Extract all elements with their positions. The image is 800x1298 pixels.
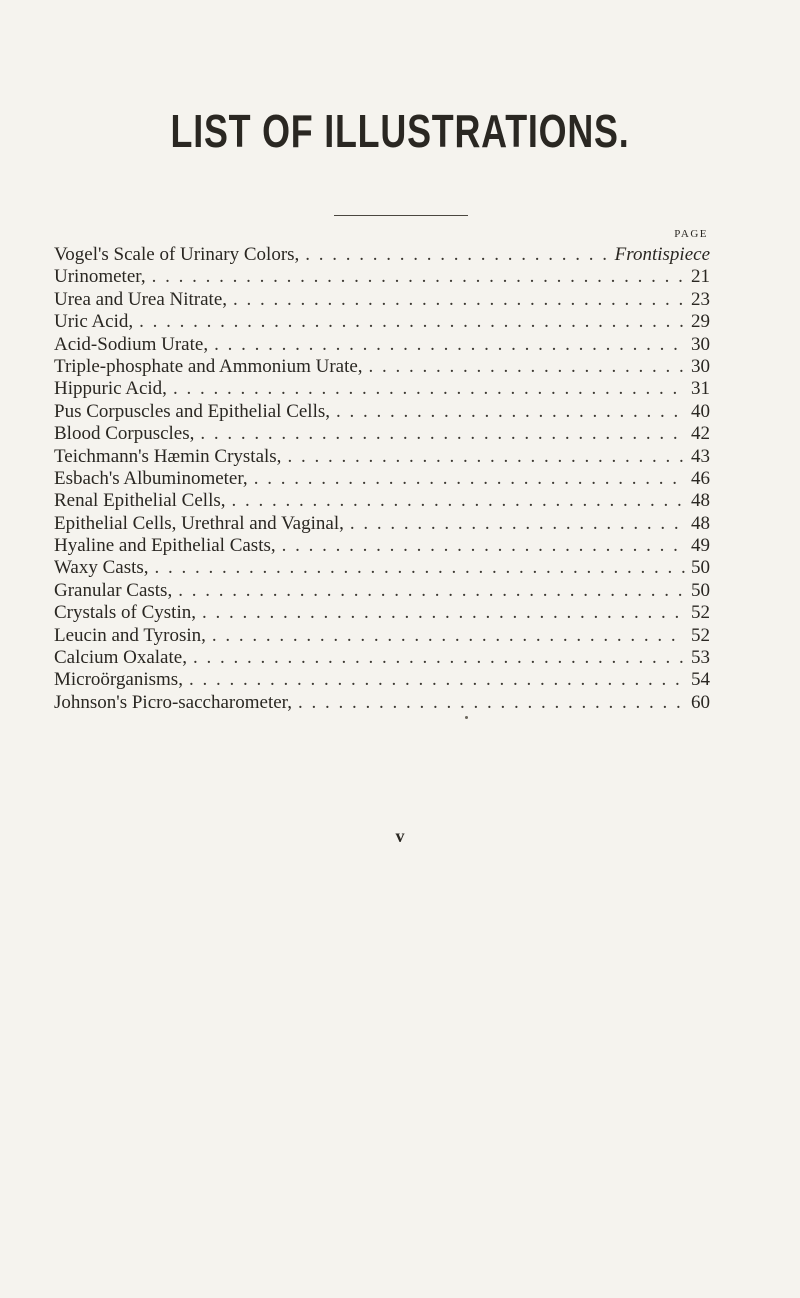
entry-label: Pus Corpuscles and Epithelial Cells, bbox=[54, 400, 331, 422]
entry-label: Uric Acid, bbox=[54, 311, 134, 333]
page-title: LIST OF ILLUSTRATIONS. bbox=[170, 105, 630, 157]
entry-page: 30 bbox=[691, 355, 710, 377]
dot-leader bbox=[139, 311, 685, 333]
entry-label: Acid-Sodium Urate, bbox=[54, 333, 209, 355]
entry-page: 46 bbox=[691, 467, 710, 489]
dot-leader bbox=[214, 334, 685, 356]
entry-page: 43 bbox=[691, 445, 710, 467]
list-item bbox=[54, 311, 710, 333]
title-rule bbox=[334, 215, 468, 216]
entry-label: Granular Casts, bbox=[54, 579, 173, 601]
list-item bbox=[54, 490, 710, 512]
list-item bbox=[54, 468, 710, 490]
entry-label: Renal Epithelial Cells, bbox=[54, 490, 226, 512]
entry-label: Calcium Oxalate, bbox=[54, 647, 187, 669]
entry-label: Vogel's Scale of Urinary Colors, bbox=[54, 244, 300, 265]
print-speck bbox=[465, 716, 468, 719]
dot-leader bbox=[152, 266, 685, 288]
dot-leader bbox=[350, 513, 685, 535]
list-item bbox=[54, 625, 710, 647]
entry-page: 60 bbox=[691, 691, 710, 713]
page-number: v bbox=[395, 826, 405, 846]
entry-page: 21 bbox=[691, 266, 710, 288]
list-item bbox=[54, 602, 710, 624]
list-item bbox=[54, 647, 710, 669]
entry-label: Hippuric Acid, bbox=[54, 378, 167, 400]
entry-page: 52 bbox=[691, 602, 710, 624]
entry-label: Leucin and Tyrosin, bbox=[54, 624, 206, 646]
entry-page: 42 bbox=[691, 423, 710, 445]
entry-page: 48 bbox=[691, 490, 710, 512]
list-item bbox=[54, 289, 710, 311]
entry-label: Urea and Urea Nitrate, bbox=[54, 288, 228, 310]
dot-leader bbox=[233, 289, 685, 311]
entry-page: 23 bbox=[691, 288, 710, 310]
dot-leader bbox=[173, 378, 685, 400]
entry-label: Hyaline and Epithelial Casts, bbox=[54, 535, 276, 557]
dot-leader bbox=[282, 535, 685, 557]
entry-page: Frontispiece bbox=[614, 244, 710, 265]
entry-label: Johnson's Picro-saccharometer, bbox=[54, 691, 292, 713]
entry-page: 29 bbox=[691, 311, 710, 333]
dot-leader bbox=[193, 647, 685, 669]
entry-label: Waxy Casts, bbox=[54, 557, 149, 579]
entry-label: Triple-phosphate and Ammonium Urate, bbox=[54, 355, 363, 377]
list-item bbox=[54, 378, 710, 400]
entry-label: Urinometer, bbox=[54, 266, 146, 288]
dot-leader bbox=[305, 244, 608, 266]
list-item bbox=[54, 266, 710, 288]
entry-label: Blood Corpuscles, bbox=[54, 423, 195, 445]
dot-leader bbox=[254, 468, 685, 490]
entry-page: 49 bbox=[691, 535, 710, 557]
entry-page: 30 bbox=[691, 333, 710, 355]
dot-leader bbox=[232, 490, 686, 512]
dot-leader bbox=[178, 580, 685, 602]
list-item bbox=[54, 401, 710, 423]
entry-label: Crystals of Cystin, bbox=[54, 602, 196, 624]
entry-label: Microörganisms, bbox=[54, 669, 183, 691]
entry-page: 40 bbox=[691, 400, 710, 422]
list-item bbox=[54, 356, 710, 378]
entry-page: 50 bbox=[691, 557, 710, 579]
entry-label: Teichmann's Hæmin Crystals, bbox=[54, 445, 282, 467]
list-item bbox=[54, 446, 710, 468]
entry-page: 52 bbox=[691, 624, 710, 646]
entry-page: 50 bbox=[691, 579, 710, 601]
list-item bbox=[54, 580, 710, 602]
page-column-header: PAGE bbox=[674, 228, 708, 240]
dot-leader bbox=[336, 401, 685, 423]
list-item bbox=[54, 334, 710, 356]
dot-leader bbox=[189, 669, 685, 691]
list-item bbox=[54, 423, 710, 445]
list-item bbox=[54, 669, 710, 691]
list-item bbox=[54, 692, 710, 714]
list-item bbox=[54, 535, 710, 557]
dot-leader bbox=[202, 602, 685, 624]
list-item bbox=[54, 244, 710, 266]
entry-page: 31 bbox=[691, 378, 710, 400]
dot-leader bbox=[298, 692, 685, 714]
dot-leader bbox=[212, 625, 685, 647]
list-item bbox=[54, 557, 710, 579]
entry-page: 54 bbox=[691, 669, 710, 691]
dot-leader bbox=[369, 356, 685, 378]
entry-label: Epithelial Cells, Urethral and Vaginal, bbox=[54, 512, 344, 534]
entry-label: Esbach's Albuminometer, bbox=[54, 467, 248, 489]
dot-leader bbox=[155, 557, 685, 579]
dot-leader bbox=[200, 423, 685, 445]
list-item bbox=[54, 513, 710, 535]
illustrations-list bbox=[54, 244, 710, 714]
entry-page: 48 bbox=[691, 512, 710, 534]
entry-page: 53 bbox=[691, 647, 710, 669]
dot-leader bbox=[287, 446, 685, 468]
